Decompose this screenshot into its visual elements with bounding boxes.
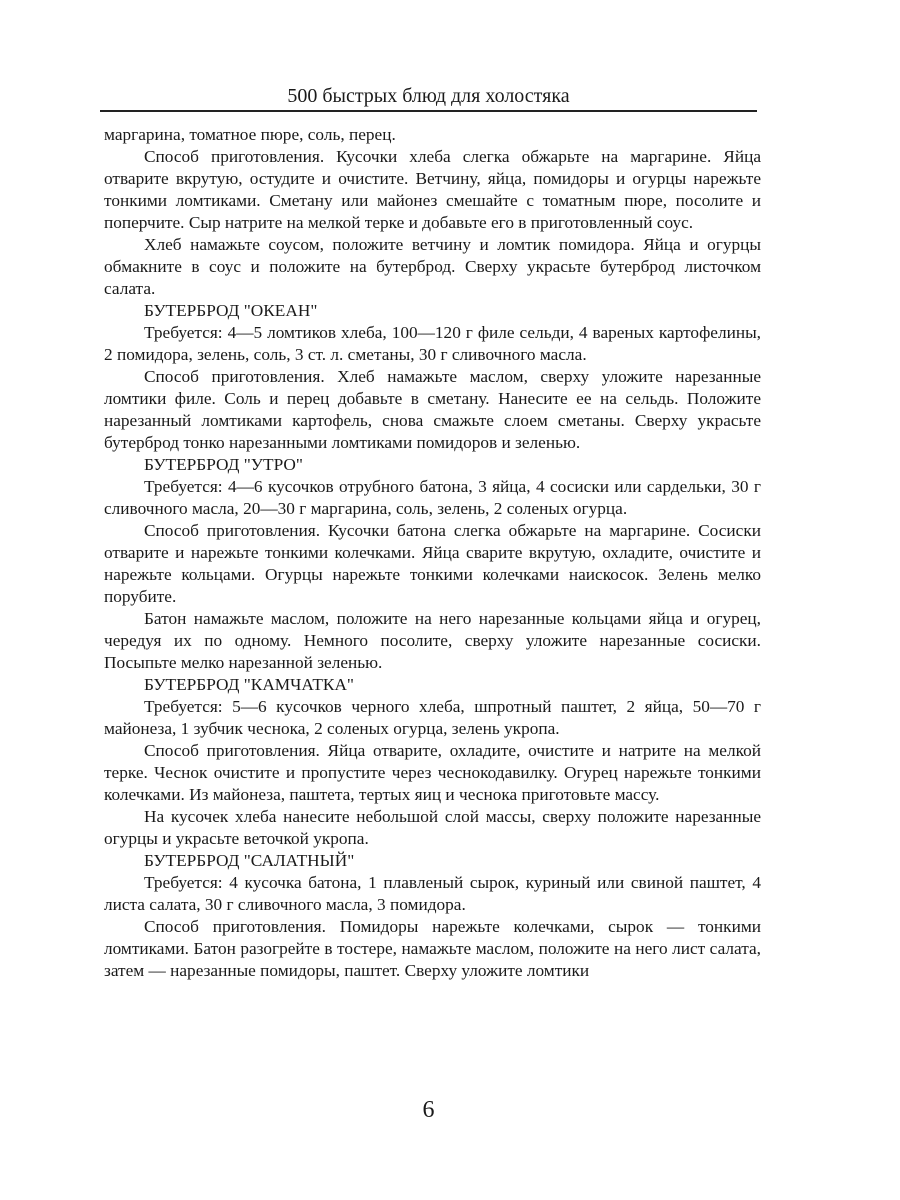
recipe-title-salatny: БУТЕРБРОД "САЛАТНЫЙ"	[144, 851, 355, 870]
paragraph-ingredients: Требуется: 4—5 ломтиков хлеба, 100—120 г филе сельди, 4 вареных картофелины, 2 помидора, зелень, соль, 3 ст. л. сметаны, 30 г сливочного масла.	[104, 323, 761, 364]
paragraph-ingredients: Требуется: 4 кусочка батона, 1 плавленый сырок, куриный или свиной паштет, 4 листа салата, 30 г сливочного масла, 3 помидора.	[104, 873, 761, 914]
paragraph-continuation: маргарина, томатное пюре, соль, перец.	[104, 125, 396, 144]
paragraph-serving: На кусочек хлеба нанесите небольшой слой массы, сверху положите нарезанные огурцы и украсьте веточкой укропа.	[104, 807, 761, 848]
paragraph-method: Способ приготовления. Кусочки батона слегка обжарьте на маргарине. Сосиски отварите и нарежьте тонкими колечками. Яйца сварите вкрутую, охладите, очистите и нарежьте кольцами. Огурцы нарежьте тонкими колечками наискосок. Зелень мелко порубите.	[104, 521, 761, 606]
paragraph-method: Способ приготовления. Кусочки хлеба слегка обжарьте на маргарине. Яйца отварите вкрутую, остудите и очистите. Ветчину, яйца, помидоры и огурцы нарежьте тонкими ломтиками. Сметану или майонез смешайте с томатным пюре, посолите и поперчите. Сыр натрите на мелкой терке и добавьте его в приготовленный соус.	[104, 147, 761, 232]
paragraph-method: Способ приготовления. Яйца отварите, охладите, очистите и натрите на мелкой терке. Чеснок очистите и пропустите через чеснокодавилку. Огурец нарежьте тонкими колечками. Из майонеза, паштета, тертых яиц и чеснока приготовьте массу.	[104, 741, 761, 804]
paragraph-ingredients: Требуется: 4—6 кусочков отрубного батона, 3 яйца, 4 сосиски или сардельки, 30 г сливочного масла, 20—30 г маргарина, соль, зелень, 2 соленых огурца.	[104, 477, 761, 518]
recipe-title-okean: БУТЕРБРОД "ОКЕАН"	[144, 301, 318, 320]
paragraph-serving: Хлеб намажьте соусом, положите ветчину и ломтик помидора. Яйца и огурцы обмакните в соус и положите на бутерброд. Сверху украсьте бутерброд листочком салата.	[104, 235, 761, 298]
running-header: 500 быстрых блюд для холостяка	[287, 85, 570, 107]
paragraph-method: Способ приготовления. Помидоры нарежьте колечками, сырок — тонкими ломтиками. Батон разогрейте в тостере, намажьте маслом, положите на него лист салата, затем — нарезанные помидоры, паштет. Сверху уложите ломтики	[104, 917, 761, 980]
header-rule	[100, 110, 757, 112]
paragraph-method: Способ приготовления. Хлеб намажьте маслом, сверху уложите нарезанные ломтики филе. Соль и перец добавьте в сметану. Нанесите ее на сельдь. Положите нарезанный ломтиками картофель, снова смажьте слоем сметаны. Сверху украсьте бутерброд тонко нарезанными ломтиками помидоров и зеленью.	[104, 367, 761, 452]
recipe-title-utro: БУТЕРБРОД "УТРО"	[144, 455, 303, 474]
page-number: 6	[422, 1097, 435, 1123]
paragraph-serving: Батон намажьте маслом, положите на него нарезанные кольцами яйца и огурец, чередуя их по одному. Немного посолите, сверху уложите нарезанные сосиски. Посыпьте мелко нарезанной зеленью.	[104, 609, 761, 672]
recipe-title-kamchatka: БУТЕРБРОД "КАМЧАТКА"	[144, 675, 354, 694]
paragraph-ingredients: Требуется: 5—6 кусочков черного хлеба, шпротный паштет, 2 яйца, 50—70 г майонеза, 1 зубчик чеснока, 2 соленых огурца, зелень укропа.	[104, 697, 761, 738]
page-body	[104, 124, 761, 982]
